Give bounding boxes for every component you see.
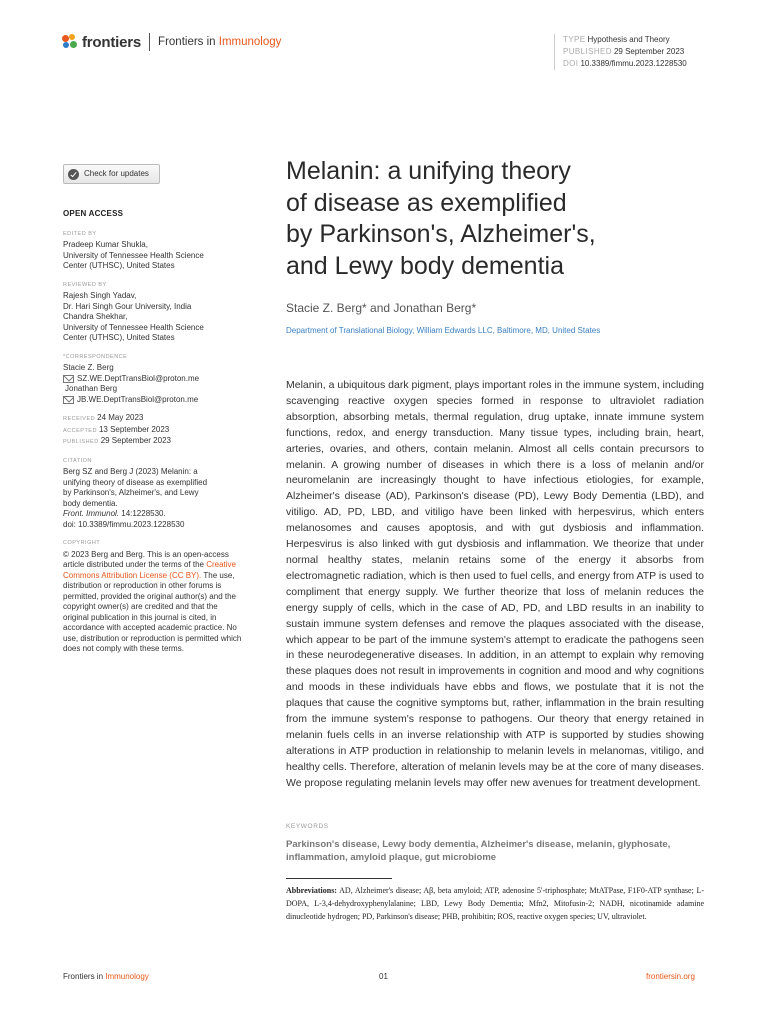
correspondence: *CORRESPONDENCE Stacie Z. Berg SZ.WE.DeptTransBiol@proton.me Jonathan Berg JB.WE.DeptTransBiol@proton.me (63, 352, 245, 406)
license-link[interactable]: Creative Commons Attribution License (CC BY). (63, 560, 236, 580)
abbreviations: Abbreviations: AD, Alzheimer's disease; Aβ, beta amyloid; ATP, adenosine 5'-triphosphate; MtATPase, F1F0-ATP synthase; L-DOPA, L-3,4-dehydroxyphenylalanine; LBD, Lewy Body Dementia; Mfn2, Mitofusin-2; NADH, nicotinamide adamine dinucleotide hydrogen; PD, Parkinson's disease; PHB, prohibitin; ROS, reactive oxygen species; UV, ultraviolet. (286, 886, 704, 921)
frontiers-logo-icon (62, 34, 78, 50)
brand-bar (62, 32, 281, 52)
copyright: COPYRIGHT © 2023 Berg and Berg. This is an open-access article distributed under the terms of the Creative Commons Attribution License (CC BY). The use, distribution or reproduction in other forums is permitted, provided the original author(s) and the copyright owner(s) are credited and that the original publication in this journal is cited, in accordance with accepted academic practice. No use, distribution or reproduction is permitted which does not comply with these terms. (63, 540, 242, 653)
check-updates-label: Check for updates (84, 168, 149, 178)
meta-published: PUBLISHED 29 September 2023 (563, 47, 685, 56)
meta-type: TYPE Hypothesis and Theory (563, 35, 670, 44)
keywords-label: KEYWORDS (286, 823, 329, 830)
email-link-2[interactable]: JB.WE.DeptTransBiol@proton.me (63, 395, 245, 406)
journal-name: Frontiers in Immunology (158, 36, 282, 48)
mail-icon (63, 375, 74, 383)
reviewed-by: REVIEWED BY Rajesh Singh Yadav, Dr. Hari Singh Gour University, India Chandra Shekhar, University of Tennessee Health Science Center (UTHSC), United States (63, 281, 204, 342)
abstract: Melanin, a ubiquitous dark pigment, plays important roles in the immune system, including scavenging reactive oxygen species formed in response to ultraviolet radiation absorption, absorbing metals, thermal regulation, drug uptake, innate immune system functions, redox, and energy transduction. Many tissue types, including brain, heart, arteries, ovaries, and others, contain melanin. Almost all cells contain precursors to melanin. A growing number of diseases in which there is a loss of melanin and/or neuromelanin are increasingly thought to have infectious etiologies, for example, Alzheimer's disease (AD), Parkinson's disease (PD), Lewy Body Dementia (LBD), and vitiligo. AD, PD, LBD, and vitiligo have been linked with herpesvirus, which enters melanosomes and causes apoptosis, and with gut dysbiosis and inflammation. Herpesvirus is also linked with gut dysbiosis and inflammation. We theorize that under normal healthy states, melanin retains some of the energy it absorbs from electromagnetic radiation, which is then used to fuel cells, and energy from ATP is used to compliment that energy supply. We further theorize that loss of melanin reduces the energy supply of cells, which in the case of AD, PD, and LBD results in an inability to sustain immune system defenses and remove the plaques associated with the disease, which appear to be part of the immune system's attempt to eradicate the pathogens seen in these neurodegenerative diseases. In addition, in an attempt to explain why removing these plaques does not result in improvements in cognition and mood and why cognitions and moods in these individuals have ebbs and flows, we postulate that it is not the plaques that cause the cognitive symptoms but, rather, inflammation in the brain resulting from the immune system's response to pathogens. Our theory that energy retained in melanin fuels cells in an inverse relationship with ATP is supported by studies showing alterations in ATP production in relationship to melanin levels in melanomas, vitiligo, and healthy cells. Therefore, alteration of melanin levels may be at the core of many diseases. We propose regulating melanin levels may offer new avenues for treatment development. (286, 379, 704, 789)
logo-text: frontiers (82, 33, 142, 51)
edited-by: EDITED BY Pradeep Kumar Shukla, University of Tennessee Health Science Center (UTHSC), United States (63, 230, 204, 270)
article-dates: RECEIVED 24 May 2023 ACCEPTED 13 September 2023 PUBLISHED 29 September 2023 (63, 413, 171, 445)
meta-doi: DOI 10.3389/fimmu.2023.1228530 (563, 59, 687, 68)
check-for-updates-button[interactable] (63, 164, 160, 184)
check-updates-icon (68, 169, 79, 180)
email-link-1[interactable]: SZ.WE.DeptTransBiol@proton.me (63, 374, 245, 385)
page-number: 01 (379, 972, 388, 981)
footer-site-link[interactable]: frontiersin.org (646, 972, 695, 981)
author-list: Stacie Z. Berg* and Jonathan Berg* (286, 301, 477, 315)
article-meta (554, 34, 687, 70)
brand-divider (149, 33, 150, 51)
open-access-label: OPEN ACCESS (63, 209, 124, 218)
mail-icon (63, 396, 74, 404)
footnote-divider (286, 878, 392, 879)
article-title: Melanin: a unifying theory of disease as exemplified by Parkinson's, Alzheimer's, and Lewy body dementia (286, 157, 596, 280)
keywords: Parkinson's disease, Lewy body dementia, Alzheimer's disease, melanin, glyphosate, inflammation, amyloid plaque, gut microbiome (286, 839, 671, 863)
citation: CITATION Berg SZ and Berg J (2023) Melanin: a unifying theory of disease as exemplified by Parkinson's, Alzheimer's, and Lewy body dementia. Front. Immunol. 14:1228530. doi: 10.3389/fimmu.2023.1228530 (63, 457, 208, 529)
footer-journal: Frontiers in Immunology (63, 972, 149, 981)
sidebar (63, 164, 245, 663)
affiliation: Department of Translational Biology, William Edwards LLC, Baltimore, MD, United States (286, 326, 601, 335)
